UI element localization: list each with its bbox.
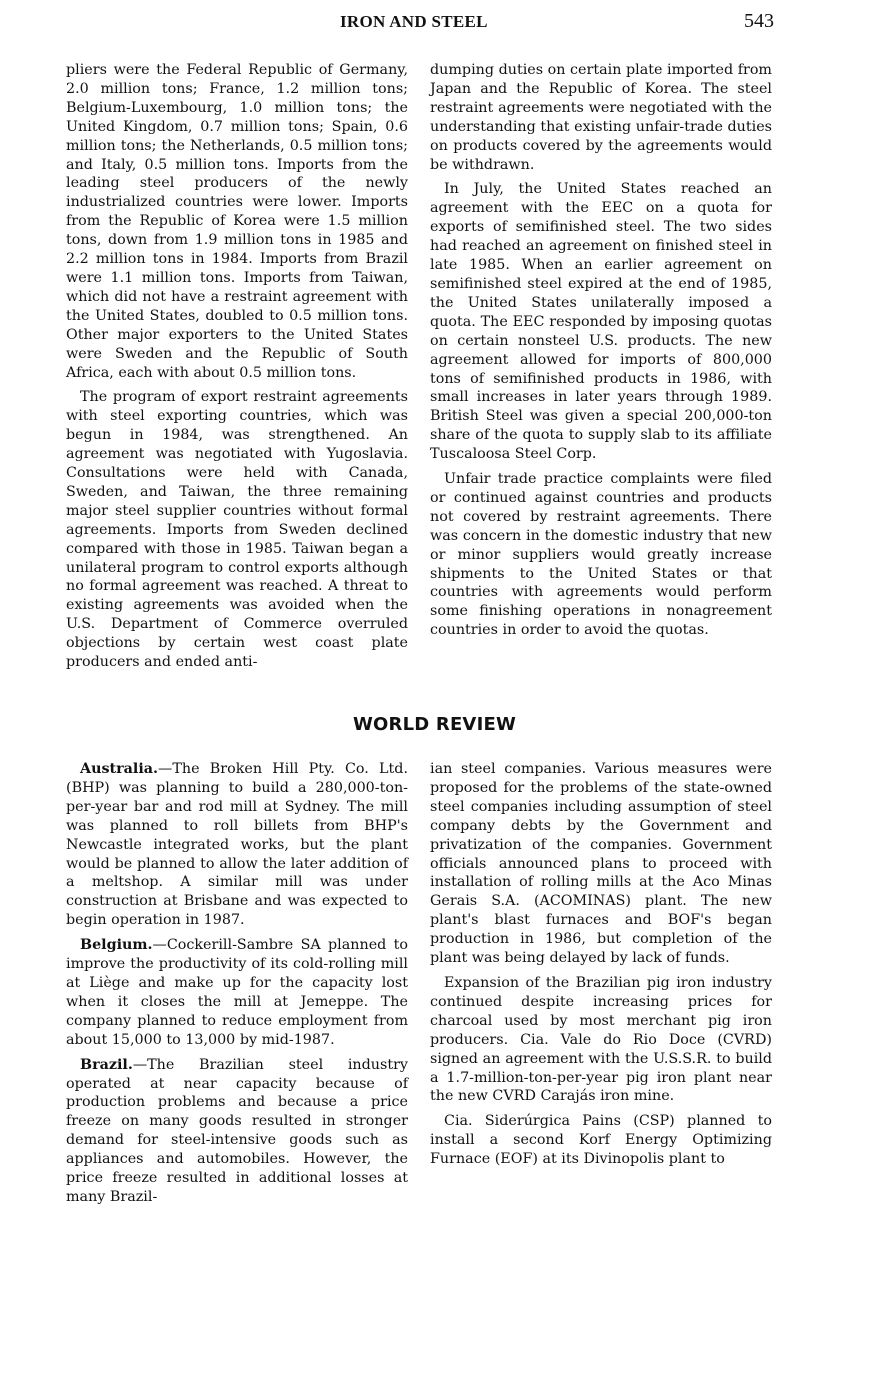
country-label: Brazil. — [80, 1056, 133, 1073]
running-head: IRON AND STEEL — [340, 12, 488, 31]
paragraph-text: —The Broken Hill Pty. Co. Ltd. (BHP) was planning to build a 280,000-ton-per-year bar and rod mill at Sydney. The mill was planned to roll billets from BHP's Newcastle integrated works, but the plant would be planned to allow the later addition of a meltshop. A similar mill was under construction at Brisbane and was expected to begin operation in 1987. — [66, 761, 408, 929]
column-bottom-left — [66, 760, 408, 1207]
section-heading: WORLD REVIEW — [352, 714, 517, 735]
paragraph-australia — [66, 760, 408, 930]
country-label: Australia. — [80, 761, 159, 777]
column-bottom-right — [430, 760, 772, 1169]
paragraph: ian steel companies. Various measures were proposed for the problems of the state-owned steel companies including assumption of steel company debts by the Government and privatization of the companies. Government officials announced plans to proceed with installation of rolling mills at the Aco Minas Gerais S.A. (ACOMINAS) plant. The new plant's blast furnaces and BOF's began production in 1986, but completion of the plant was being delayed by lack of funds. — [430, 761, 772, 967]
page-number: 543 — [744, 10, 774, 32]
column-top-left — [66, 61, 408, 672]
paragraph: The program of export restraint agreements with steel exporting countries, which was begun in 1984, was strengthened. An agreement was negotiated with Yugoslavia. Consultations were held with Canada, Sweden, and Taiwan, the three remaining major steel supplier countries without formal agreements. Imports from Sweden declined compared with those in 1985. Taiwan began a unilateral program to control exports although no formal agreement was reached. A threat to existing agreements was avoided when the U.S. Department of Commerce overruled objections by certain west coast plate producers and ended anti- — [66, 389, 408, 671]
paragraph-belgium — [66, 936, 408, 1049]
paragraph: dumping duties on certain plate imported from Japan and the Republic of Korea. The steel restraint agreements were negotiated with the understanding that existing unfair-trade duties on products covered by the agreements would be withdrawn. — [430, 62, 772, 173]
country-label: Belgium. — [80, 937, 153, 954]
column-top-right — [430, 61, 772, 640]
paragraph-text: —The Brazilian steel industry operated at near capacity because of production problems and because a price freeze on many goods resulted in stronger demand for steel-intensive goods such as appliances and automobiles. However, the price freeze resulted in additional losses at many Brazil- — [66, 1056, 408, 1205]
paragraph: Unfair trade practice complaints were filed or continued against countries and products not covered by restraint agreements. There was concern in the domestic industry that new or minor suppliers would greatly increase shipments to the United States or that countries with agreements would perform some finishing operations in nonagreement countries in order to avoid the quotas. — [430, 471, 772, 639]
paragraph-brazil — [66, 1056, 408, 1207]
paragraph-text: —Cockerill-Sambre SA planned to improve the productivity of its cold-rolling mill at Liège and make up for the capacity lost when it closes the mill at Jemeppe. The company planned to reduce employment from about 15,000 to 13,000 by mid-1987. — [66, 937, 408, 1048]
paragraph: pliers were the Federal Republic of Germany, 2.0 million tons; France, 1.2 million tons; Belgium-Luxembourg, 1.0 million tons; the United Kingdom, 0.7 million tons; Spain, 0.6 million tons; the Netherlands, 0.5 million tons; and Italy, 0.5 million tons. Imports from the leading steel producers of the newly industrialized countries were lower. Imports from the Republic of Korea were 1.5 million tons, down from 1.9 million tons in 1985 and 2.2 million tons in 1984. Imports from Brazil were 1.1 million tons. Imports from Taiwan, which did not have a restraint agreement with the United States, doubled to 0.5 million tons. Other major exporters to the United States were Sweden and the Republic of South Africa, each with about 0.5 million tons. — [66, 62, 408, 381]
paragraph: Expansion of the Brazilian pig iron industry continued despite increasing prices for charcoal used by most merchant pig iron producers. Cia. Vale do Rio Doce (CVRD) signed an agreement with the U.S.S.R. to build a 1.7-million-ton-per-year pig iron plant near the new CVRD Carajás iron mine. — [430, 974, 772, 1105]
paragraph: In July, the United States reached an agreement with the EEC on a quota for exports of semifinished steel. The two sides had reached an agreement on finished steel in late 1985. When an earlier agreement on semifinished steel expired at the end of 1985, the United States unilaterally imposed a quota. The EEC responded by imposing quotas on certain nonsteel U.S. products. The new agreement allowed for imports of 800,000 tons of semifinished products in 1986, with small increases in later years through 1989. British Steel was given a special 200,000-ton share of the quota to supply slab to its affiliate Tuscaloosa Steel Corp. — [430, 181, 772, 463]
paragraph: Cia. Siderúrgica Pains (CSP) planned to install a second Korf Energy Optimizing Furnace (EOF) at its Divinopolis plant to — [430, 1113, 772, 1168]
